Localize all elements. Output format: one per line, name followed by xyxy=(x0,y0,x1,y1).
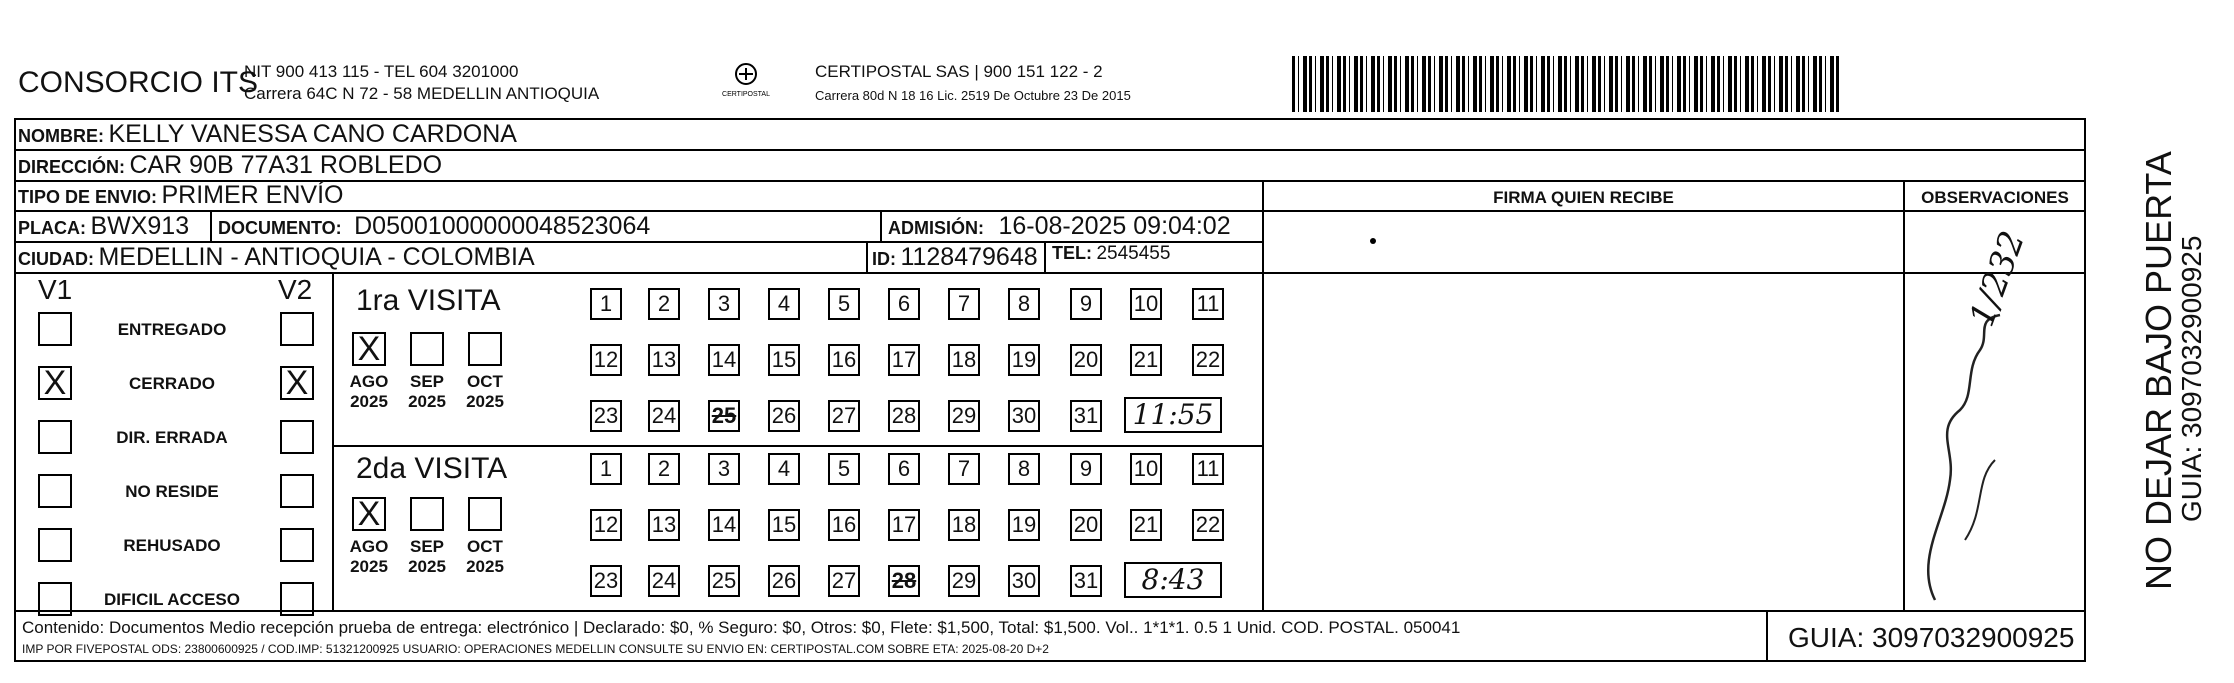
ciudad-value: MEDELLIN - ANTIOQUIA - COLOMBIA xyxy=(98,243,535,271)
v1-checkbox[interactable]: X xyxy=(38,366,72,400)
visit2-month-label xyxy=(460,537,510,577)
tel-value: 2545455 xyxy=(1096,243,1171,264)
visit2-day-box[interactable]: 3 xyxy=(708,453,740,485)
visit2-day-box[interactable]: 5 xyxy=(828,453,860,485)
visit1-month-label xyxy=(402,372,452,412)
visit1-day-box[interactable]: 3 xyxy=(708,288,740,320)
visit1-day-box[interactable]: 17 xyxy=(888,344,920,376)
visit2-day-box[interactable]: 7 xyxy=(948,453,980,485)
visit1-day-box[interactable]: 29 xyxy=(948,400,980,432)
visit2-day-box[interactable]: 6 xyxy=(888,453,920,485)
visit1-day-box[interactable]: 18 xyxy=(948,344,980,376)
visit2-day-box[interactable]: 14 xyxy=(708,509,740,541)
certipostal-address: Carrera 80d N 18 16 Lic. 2519 De Octubre 23 De 2015 xyxy=(815,88,1131,103)
footer-contents: Contenido: Documentos Medio recepción prueba de entrega: electrónico | Declarado: $0, % Seguro: $0, Otros: $0, Flete: $1,500, Total: $1,500. Vol.. 1*1*1. 0.5 1 Unid. COD. POSTAL. 050041 xyxy=(22,618,1461,637)
status-label: DIFICIL ACCESO xyxy=(103,590,240,609)
visit1-day-box[interactable]: 31 xyxy=(1070,400,1102,432)
month-name: SEP xyxy=(409,537,445,556)
visit2-day-box[interactable]: 10 xyxy=(1130,453,1162,485)
visit2-day-box[interactable]: 27 xyxy=(828,565,860,597)
company-nit: NIT 900 413 115 - TEL 604 3201000 xyxy=(244,62,519,81)
visit2-day-box[interactable]: 17 xyxy=(888,509,920,541)
visit2-title: 2da VISITA xyxy=(356,452,508,485)
visit1-day-box[interactable]: 22 xyxy=(1192,344,1224,376)
status-label: NO RESIDE xyxy=(125,482,219,501)
visit2-day-box[interactable]: 2 xyxy=(648,453,680,485)
visit2-day-box[interactable]: 11 xyxy=(1192,453,1224,485)
visit1-day-box[interactable]: 28 xyxy=(888,400,920,432)
visit2-day-box[interactable]: 13 xyxy=(648,509,680,541)
company-address: Carrera 64C N 72 - 58 MEDELLIN ANTIOQUIA xyxy=(244,84,600,103)
company-name: CONSORCIO ITS xyxy=(18,66,259,99)
v2-checkbox[interactable]: X xyxy=(280,366,314,400)
observation-note: 1/232 xyxy=(1962,225,2034,332)
month-year: 2025 xyxy=(408,557,446,576)
documento-value: D05001000000048523064 xyxy=(354,212,651,240)
v2-checkbox[interactable] xyxy=(280,528,314,562)
visit1-day-box[interactable]: 5 xyxy=(828,288,860,320)
side-warning: NO DEJAR BAJO PUERTA xyxy=(2138,151,2179,590)
visit1-month-label xyxy=(460,372,510,412)
barcode xyxy=(1292,56,1842,112)
visit1-day-box[interactable]: 1 xyxy=(590,288,622,320)
v2-checkbox[interactable] xyxy=(280,420,314,454)
visit1-day-box[interactable]: 7 xyxy=(948,288,980,320)
visit2-day-box[interactable]: 20 xyxy=(1070,509,1102,541)
nombre-label: NOMBRE: xyxy=(18,126,104,146)
month-name: OCT xyxy=(467,372,503,391)
visit2-day-box[interactable]: 24 xyxy=(648,565,680,597)
visit2-month-checkbox[interactable]: X xyxy=(352,497,386,531)
visit1-day-box[interactable]: 15 xyxy=(768,344,800,376)
certipostal-name: CERTIPOSTAL SAS | 900 151 122 - 2 xyxy=(815,62,1103,81)
tel-label: TEL: xyxy=(1052,243,1092,263)
visit1-day-box[interactable]: 19 xyxy=(1008,344,1040,376)
visit2-day-box[interactable]: 9 xyxy=(1070,453,1102,485)
visit1-day-box[interactable]: 24 xyxy=(648,400,680,432)
visit1-day-box[interactable]: 30 xyxy=(1008,400,1040,432)
month-name: OCT xyxy=(467,537,503,556)
visit1-title: 1ra VISITA xyxy=(356,284,501,317)
placa-value: BWX913 xyxy=(90,212,190,240)
visit2-day-box[interactable]: 18 xyxy=(948,509,980,541)
admision-value: 16-08-2025 09:04:02 xyxy=(998,212,1231,240)
visit2-day-box[interactable]: 30 xyxy=(1008,565,1040,597)
tel-cell xyxy=(1052,243,1170,265)
direccion-value: CAR 90B 77A31 ROBLEDO xyxy=(129,151,443,179)
v2-checkbox[interactable] xyxy=(280,582,314,616)
month-year: 2025 xyxy=(408,392,446,411)
ciudad-cell xyxy=(18,243,535,272)
visit2-day-box[interactable]: 4 xyxy=(768,453,800,485)
visit1-time[interactable]: 11:55 xyxy=(1124,397,1222,433)
status-label: CERRADO xyxy=(129,374,215,393)
signature-dot xyxy=(1370,238,1376,244)
documento-label: DOCUMENTO: xyxy=(218,218,342,238)
visit2-day-box[interactable]: 28 xyxy=(888,565,920,597)
visit1-month-checkbox[interactable] xyxy=(468,332,502,366)
visit1-day-box[interactable]: 12 xyxy=(590,344,622,376)
month-name: AGO xyxy=(349,372,389,391)
status-label: REHUSADO xyxy=(123,536,221,555)
admision-cell xyxy=(888,212,1231,241)
visit1-day-box[interactable]: 13 xyxy=(648,344,680,376)
status-label: ENTREGADO xyxy=(117,320,227,339)
month-year: 2025 xyxy=(350,557,388,576)
visit2-day-box[interactable]: 29 xyxy=(948,565,980,597)
visit1-day-box[interactable]: 8 xyxy=(1008,288,1040,320)
visit2-day-box[interactable]: 25 xyxy=(708,565,740,597)
status-label: DIR. ERRADA xyxy=(116,428,228,447)
visit1-day-box[interactable]: 26 xyxy=(768,400,800,432)
direccion-row xyxy=(18,151,442,180)
footer-guia: GUIA: 3097032900925 xyxy=(1788,622,2075,653)
placa-cell xyxy=(18,212,189,241)
visit1-day-box[interactable]: 21 xyxy=(1130,344,1162,376)
visit2-day-box[interactable]: 12 xyxy=(590,509,622,541)
visit1-day-box[interactable]: 14 xyxy=(708,344,740,376)
documento-cell xyxy=(218,212,650,241)
visit1-day-box[interactable]: 9 xyxy=(1070,288,1102,320)
visit1-month-label xyxy=(344,372,394,412)
visit2-time[interactable]: 8:43 xyxy=(1124,562,1222,598)
visit1-day-box[interactable]: 4 xyxy=(768,288,800,320)
v2-checkbox[interactable] xyxy=(280,474,314,508)
v2-header: V2 xyxy=(278,274,313,305)
visit2-day-box[interactable]: 23 xyxy=(590,565,622,597)
visit1-day-box[interactable]: 16 xyxy=(828,344,860,376)
visit2-day-box[interactable]: 1 xyxy=(590,453,622,485)
direccion-label: DIRECCIÓN: xyxy=(18,157,125,177)
footer-print-info: IMP POR FIVEPOSTAL ODS: 23800600925 / COD.IMP: 51321200925 USUARIO: OPERACIONES MEDELLIN CONSULTE SU ENVIO EN: CERTIPOSTAL.COM SOBRE ETA: 2025-08-20 D+2 xyxy=(22,642,1049,656)
certipostal-logo-icon xyxy=(722,60,770,100)
observaciones-header: OBSERVACIONES xyxy=(1921,188,2069,207)
visit1-day-box[interactable]: 23 xyxy=(590,400,622,432)
visit2-day-box[interactable]: 22 xyxy=(1192,509,1224,541)
side-guia: GUIA: 3097032900925 xyxy=(2176,235,2207,522)
visit1-day-box[interactable]: 6 xyxy=(888,288,920,320)
visit2-day-box[interactable]: 31 xyxy=(1070,565,1102,597)
id-cell xyxy=(872,243,1038,272)
month-name: AGO xyxy=(349,537,389,556)
visit2-month-checkbox[interactable] xyxy=(468,497,502,531)
nombre-row xyxy=(18,120,517,149)
month-year: 2025 xyxy=(350,392,388,411)
logo-caption: CERTIPOSTAL xyxy=(722,91,770,98)
admision-label: ADMISIÓN: xyxy=(888,218,984,238)
visit2-day-box[interactable]: 15 xyxy=(768,509,800,541)
placa-label: PLACA: xyxy=(18,218,86,238)
visit2-day-box[interactable]: 19 xyxy=(1008,509,1040,541)
visit2-day-box[interactable]: 8 xyxy=(1008,453,1040,485)
visit1-day-box[interactable]: 11 xyxy=(1192,288,1224,320)
v2-checkbox[interactable] xyxy=(280,312,314,346)
visit1-day-box[interactable]: 27 xyxy=(828,400,860,432)
tipo-envio-value: PRIMER ENVÍO xyxy=(161,181,344,209)
visit2-month-label xyxy=(344,537,394,577)
nombre-value: KELLY VANESSA CANO CARDONA xyxy=(108,120,517,148)
visit1-day-box[interactable]: 20 xyxy=(1070,344,1102,376)
v1-header: V1 xyxy=(38,274,73,305)
tipo-envio-label: TIPO DE ENVIO: xyxy=(18,187,158,207)
firma-header: FIRMA QUIEN RECIBE xyxy=(1493,188,1674,207)
visit1-month-checkbox[interactable] xyxy=(410,332,444,366)
visit2-month-label xyxy=(402,537,452,577)
ciudad-label: CIUDAD: xyxy=(18,249,94,269)
visit2-month-checkbox[interactable] xyxy=(410,497,444,531)
visit2-day-box[interactable]: 26 xyxy=(768,565,800,597)
visit1-month-checkbox[interactable]: X xyxy=(352,332,386,366)
id-value: 1128479648 xyxy=(900,243,1038,271)
month-year: 2025 xyxy=(466,392,504,411)
month-year: 2025 xyxy=(466,557,504,576)
visit1-day-box[interactable]: 10 xyxy=(1130,288,1162,320)
visit2-day-box[interactable]: 21 xyxy=(1130,509,1162,541)
visit2-day-box[interactable]: 16 xyxy=(828,509,860,541)
visit1-day-box[interactable]: 25 xyxy=(708,400,740,432)
id-label: ID: xyxy=(872,249,896,269)
month-name: SEP xyxy=(409,372,445,391)
visit1-day-box[interactable]: 2 xyxy=(648,288,680,320)
tipo-envio-row xyxy=(18,181,343,210)
